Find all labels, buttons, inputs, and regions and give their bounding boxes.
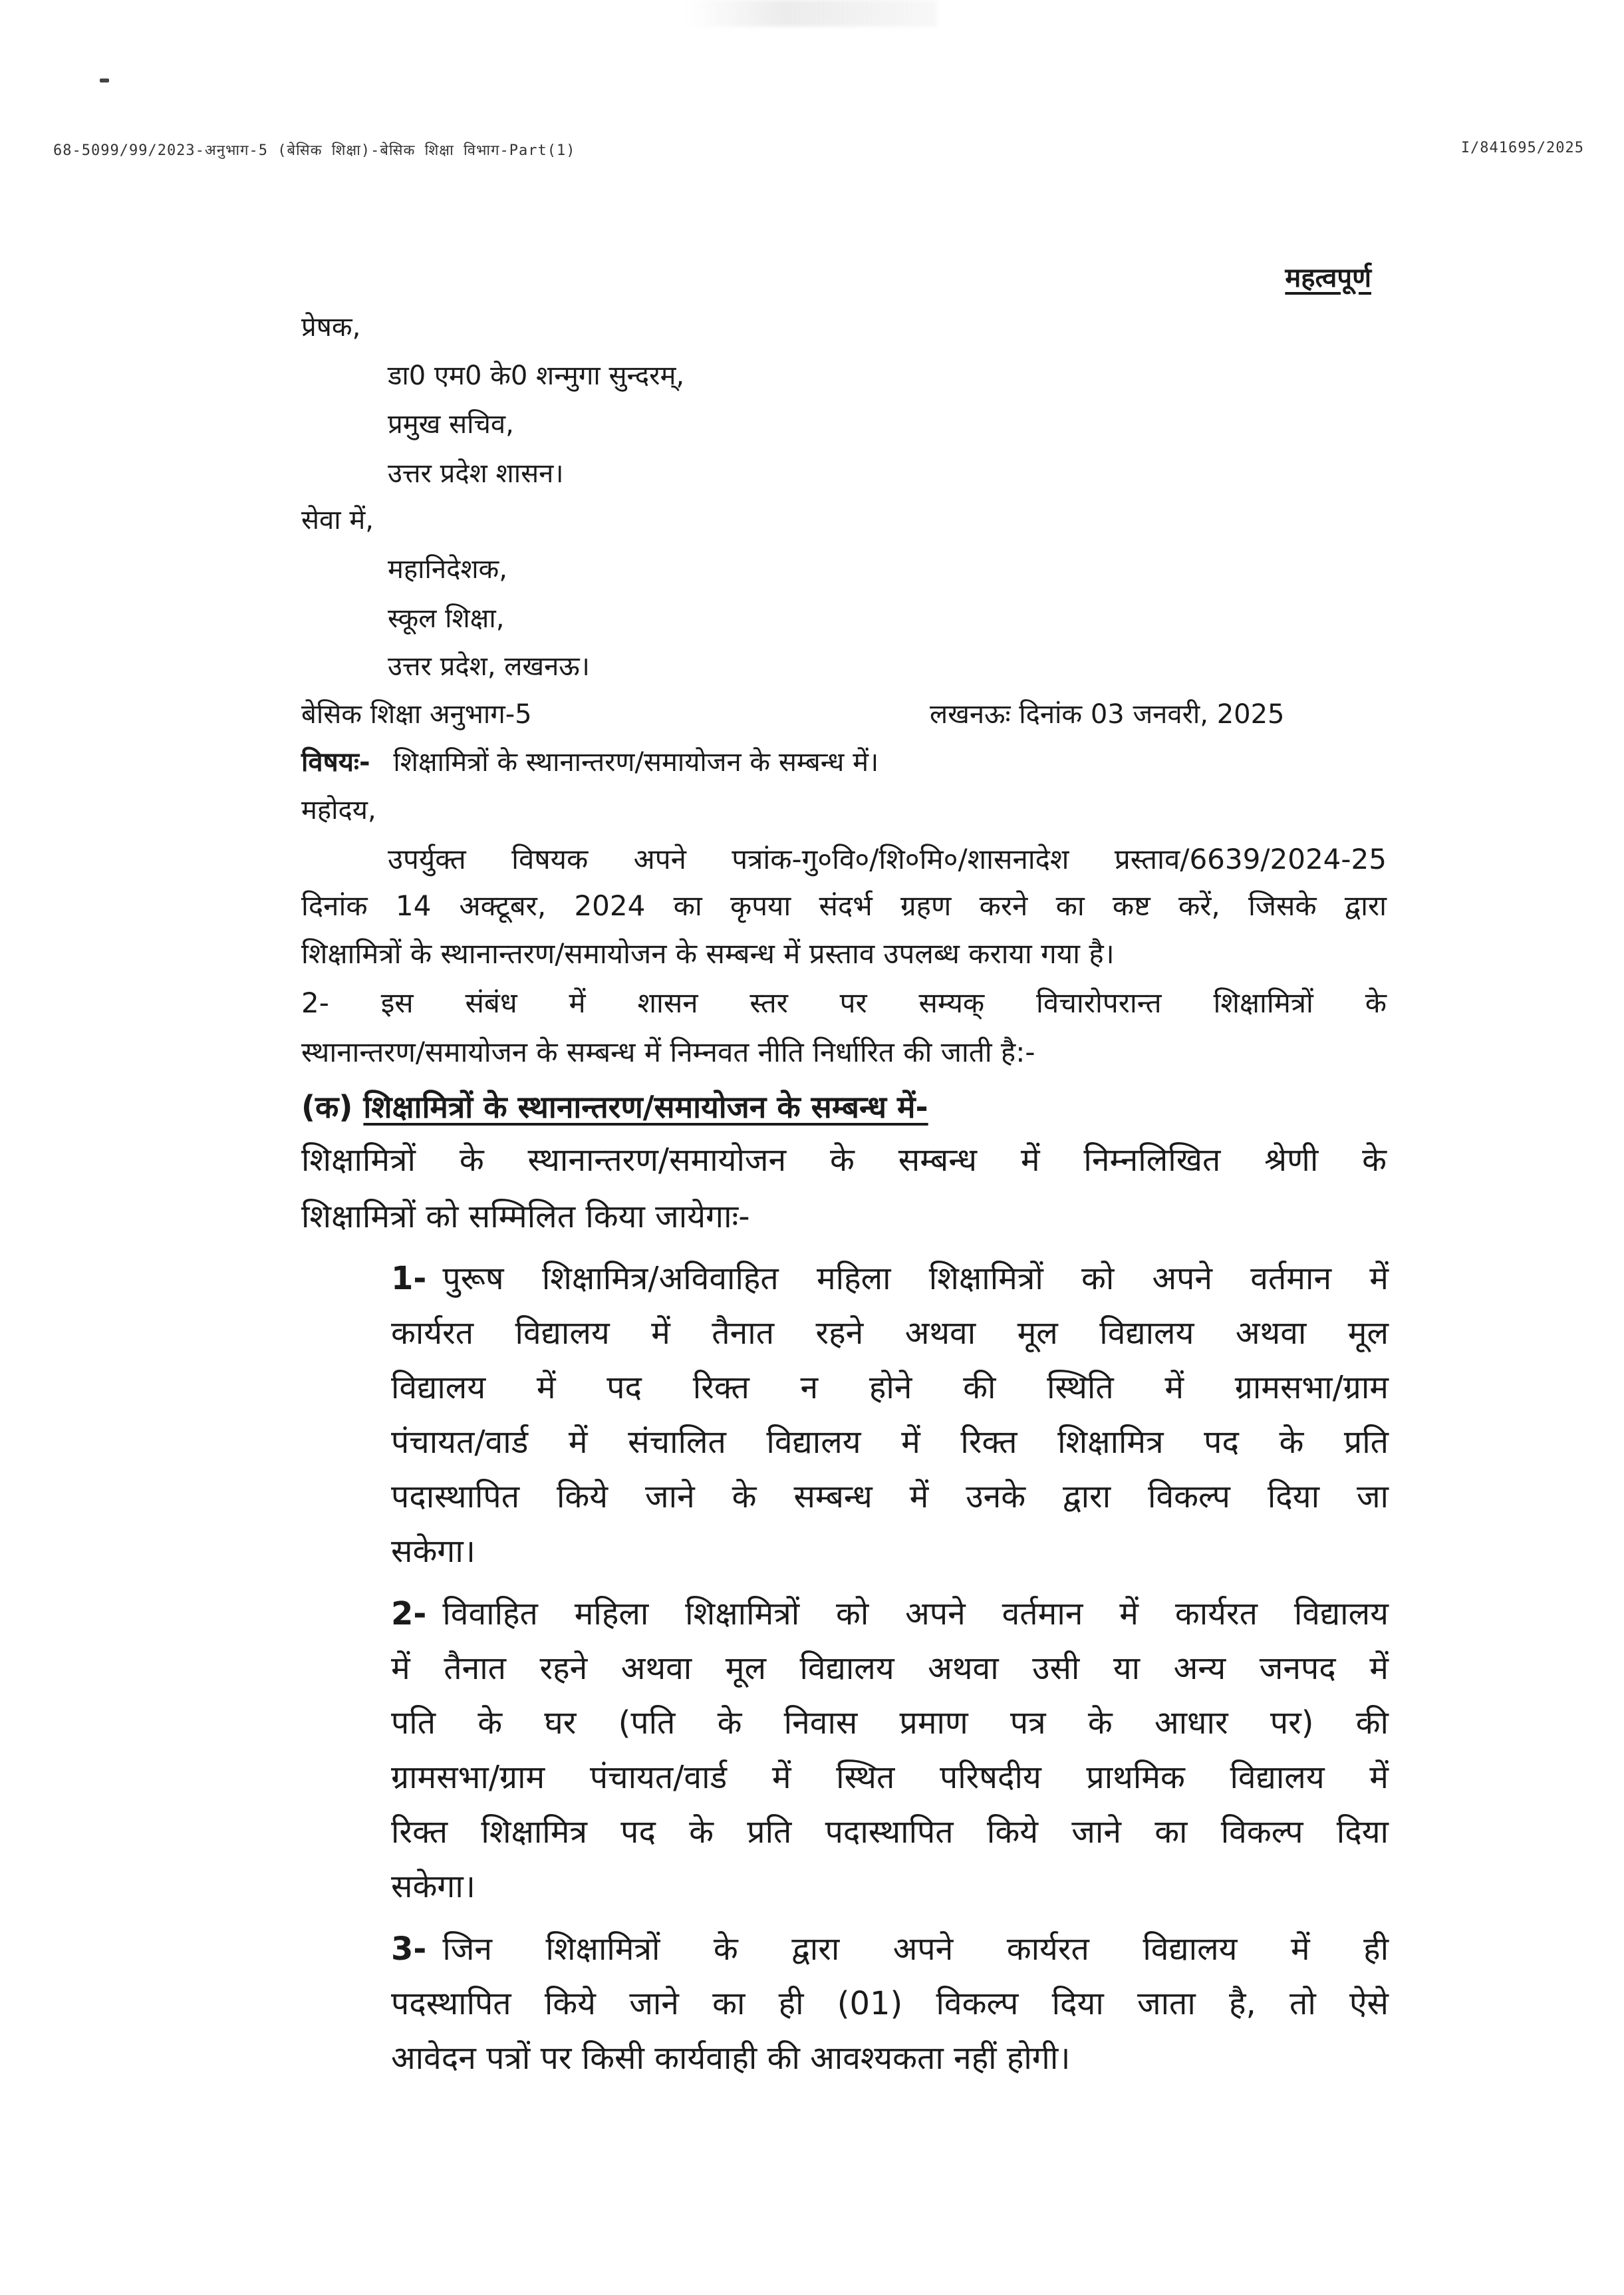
- recipient-designation: महानिदेशक,: [388, 554, 507, 585]
- document-number: I/841695/2025: [1460, 140, 1584, 156]
- point3-line1: [391, 1926, 1389, 1970]
- scan-mark: [100, 78, 109, 82]
- subject-text: शिक्षामित्रों के स्थानान्तरण/समायोजन के सम्बन्ध में।: [393, 747, 879, 778]
- point1-number: 1-: [391, 1260, 427, 1297]
- point3-line2: पदस्थापित किये जाने का ही (01) विकल्प दिया जाता है, तो ऐसे: [391, 1985, 1389, 2022]
- point2-text-line1: विवाहित महिला शिक्षामित्रों को अपने वर्तमान में कार्यरत विद्यालय: [442, 1595, 1389, 1632]
- point1-line6: सकेगा।: [391, 1533, 475, 1570]
- point1-line4: पंचायत/वार्ड में संचालित विद्यालय में रिक्त शिक्षामित्र पद के प्रति: [391, 1424, 1389, 1461]
- sender-office: उत्तर प्रदेश शासन।: [388, 458, 564, 489]
- recipient-location: उत्तर प्रदेश, लखनऊ।: [388, 651, 590, 682]
- point1-line5: पदास्थापित किये जाने के सम्बन्ध में उनके द्वारा विकल्प दिया जा: [391, 1478, 1389, 1515]
- important-label: महत्वपूर्ण: [1285, 263, 1371, 293]
- recipient-department: स्कूल शिक्षा,: [388, 603, 505, 634]
- point3-number: 3-: [391, 1930, 427, 1968]
- sender-label: प्रेषक,: [301, 312, 361, 343]
- point3-line3: आवेदन पत्रों पर किसी कार्यवाही की आवश्यकता नहीं होगी।: [391, 2040, 1071, 2077]
- intro-line1: शिक्षामित्रों के स्थानान्तरण/समायोजन के सम्बन्ध में निम्नलिखित श्रेणी के: [301, 1142, 1387, 1179]
- recipient-label: सेवा में,: [301, 505, 374, 536]
- para1-line3: शिक्षामित्रों के स्थानान्तरण/समायोजन के सम्बन्ध में प्रस्ताव उपलब्ध कराया गया है।: [301, 937, 1115, 970]
- sender-designation: प्रमुख सचिव,: [388, 409, 514, 440]
- subject-line: [301, 742, 879, 779]
- para1-line1: उपर्युक्त विषयक अपने पत्रांक-गु०वि०/शि०मि०/शासनादेश प्रस्ताव/6639/2024-25: [388, 843, 1387, 875]
- point1-line3: विद्यालय में पद रिक्त न होने की स्थिति में ग्रामसभा/ग्राम: [391, 1369, 1389, 1406]
- point1-line1: [391, 1256, 1389, 1299]
- file-reference: 68-5099/99/2023-अनुभाग-5 (बेसिक शिक्षा)-बेसिक शिक्षा विभाग-Part(1): [53, 142, 576, 159]
- intro-line2: शिक्षामित्रों को सम्मिलित किया जायेगाः-: [301, 1198, 750, 1235]
- point2-line4: ग्रामसभा/ग्राम पंचायत/वार्ड में स्थित परिषदीय प्राथमिक विद्यालय में: [391, 1759, 1389, 1796]
- point3-text-line1: जिन शिक्षामित्रों के द्वारा अपने कार्यरत विद्यालय में ही: [442, 1930, 1389, 1968]
- date-line: लखनऊः दिनांक 03 जनवरी, 2025: [930, 699, 1285, 730]
- scan-smudge: [685, 0, 938, 27]
- point2-number: 2-: [391, 1595, 427, 1632]
- sender-name: डा0 एम0 के0 शन्मुगा सुन्दरम्,: [388, 361, 685, 391]
- section-heading-prefix: (क): [301, 1089, 353, 1125]
- section-heading-title: शिक्षामित्रों के स्थानान्तरण/समायोजन के सम्बन्ध में-: [363, 1089, 928, 1125]
- para2-line1: 2- इस संबंध में शासन स्तर पर सम्यक् विचारोपरान्त शिक्षामित्रों के: [301, 987, 1387, 1019]
- subject-label: विषयः-: [301, 747, 370, 778]
- para2-line2: स्थानान्तरण/समायोजन के सम्बन्ध में निम्नवत नीति निर्धारित की जाती है:-: [301, 1036, 1035, 1068]
- point2-line2: में तैनात रहने अथवा मूल विद्यालय अथवा उसी या अन्य जनपद में: [391, 1650, 1389, 1687]
- point2-line3: पति के घर (पति के निवास प्रमाण पत्र के आधार पर) की: [391, 1704, 1389, 1742]
- salutation: महोदय,: [301, 795, 376, 826]
- section-heading: [301, 1086, 928, 1127]
- point1-text-line1: पुरूष शिक्षामित्र/अविवाहित महिला शिक्षामित्रों को अपने वर्तमान में: [442, 1260, 1389, 1297]
- point1-line2: कार्यरत विद्यालय में तैनात रहने अथवा मूल विद्यालय अथवा मूल: [391, 1314, 1389, 1352]
- para1-line2: दिनांक 14 अक्टूबर, 2024 का कृपया संदर्भ ग्रहण करने का कष्ट करें, जिसके द्वारा: [301, 889, 1387, 922]
- section-name: बेसिक शिक्षा अनुभाग-5: [301, 699, 532, 730]
- point2-line1: [391, 1591, 1389, 1634]
- point2-line6: सकेगा।: [391, 1868, 475, 1905]
- point2-line5: रिक्त शिक्षामित्र पद के प्रति पदास्थापित किये जाने का विकल्प दिया: [391, 1813, 1389, 1851]
